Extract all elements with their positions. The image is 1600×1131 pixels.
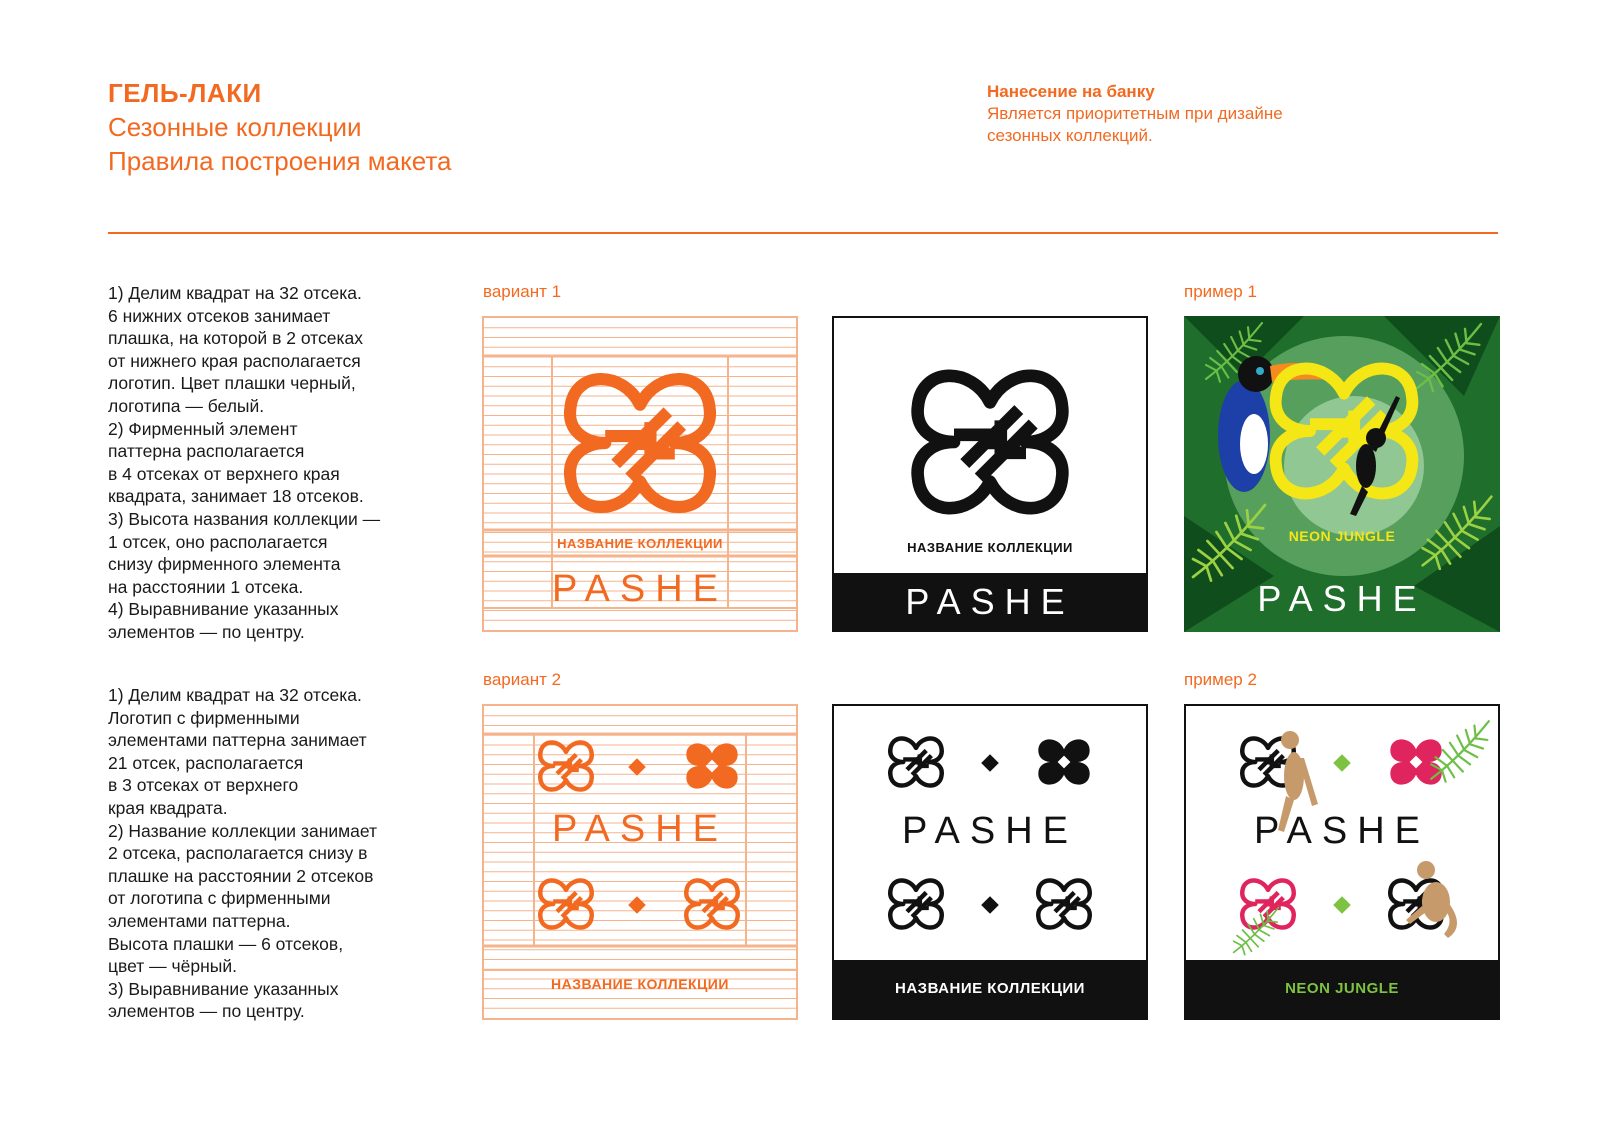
- rule-line: 1) Делим квадрат на 32 отсека.: [108, 685, 362, 705]
- layout-grid: [484, 706, 796, 1018]
- page-subtitle-rules: Правила построения макета: [108, 146, 452, 176]
- pashe-logo: PASHE: [1253, 810, 1430, 852]
- rule-line: элементами паттерна занимает: [108, 730, 367, 751]
- rule-line: в 4 отсеках от верхнего края: [108, 463, 340, 484]
- rule-line: от логотипа с фирменными: [108, 888, 331, 909]
- rule-line: Высота плашки — 6 отсеков,: [108, 933, 344, 954]
- pashe-logo: PASHE: [901, 810, 1078, 852]
- rule-line: паттерна располагается: [108, 441, 305, 462]
- variant-1-final-panel: [832, 316, 1148, 632]
- rule-line: 1 отсек, оно располагается: [108, 531, 328, 552]
- variant-2-final-panel: [832, 704, 1148, 1020]
- pashe-emblem-icon: [540, 742, 591, 789]
- black-plate: [834, 960, 1146, 1018]
- rule-line: 21 отсек, располагается: [108, 752, 304, 773]
- pashe-logo: PASHE: [1257, 578, 1427, 619]
- rule-line: 2) Название коллекции занимает: [108, 820, 378, 841]
- diamond-icon: [1333, 754, 1351, 772]
- rule-line: Логотип с фирменными: [108, 707, 300, 728]
- rule-line: 6 нижних отсеков занимает: [108, 305, 331, 326]
- rule-line: в 3 отсеках от верхнего: [108, 775, 299, 796]
- pashe-emblem-icon: [890, 738, 941, 785]
- rules-text-variant-2: [108, 684, 448, 1023]
- label-variant-2: вариант 2: [483, 670, 562, 689]
- diamond-icon: [628, 758, 646, 776]
- note-body: [987, 103, 1377, 147]
- example-1-jungle-panel: [1184, 316, 1500, 632]
- rule-line: цвет — чёрный.: [108, 956, 237, 977]
- quatrefoil-icon: [686, 743, 737, 788]
- collection-name-example: NEON JUNGLE: [1288, 528, 1396, 544]
- label-variant-1: вариант 1: [483, 282, 562, 301]
- rule-line: 3) Выравнивание указанных: [108, 978, 339, 999]
- note-title: Нанесение на банку: [987, 82, 1155, 101]
- rule-line: логотип. Цвет плашки черный,: [108, 373, 356, 394]
- black-plate: [1186, 960, 1498, 1018]
- label-example-1: пример 1: [1184, 282, 1257, 301]
- rule-line: 4) Выравнивание указанных: [108, 599, 339, 620]
- pashe-emblem-icon: [894, 352, 1086, 532]
- rule-line: края квадрата.: [108, 797, 228, 818]
- rule-line: от нижнего края располагается: [108, 350, 361, 371]
- note-body-line-1: Является приоритетным при дизайне: [987, 104, 1283, 123]
- collection-name-placeholder: НАЗВАНИЕ КОЛЛЕКЦИИ: [551, 976, 729, 992]
- rule-line: 2 отсека, располагается снизу в: [108, 843, 368, 864]
- example-2-panel: [1184, 704, 1500, 1020]
- rule-line: элементов — по центру.: [108, 621, 305, 642]
- pashe-logo: PASHE: [551, 808, 728, 850]
- collection-name-placeholder: НАЗВАНИЕ КОЛЛЕКЦИИ: [907, 540, 1073, 555]
- rule-line: 2) Фирменный элемент: [108, 418, 298, 439]
- diamond-icon: [1333, 896, 1351, 914]
- collection-name-placeholder: НАЗВАНИЕ КОЛЛЕКЦИИ: [895, 980, 1085, 997]
- pashe-emblem-icon: [570, 379, 710, 507]
- note-body-line-2: сезонных коллекций.: [987, 126, 1153, 145]
- pashe-emblem-icon: [1038, 880, 1089, 927]
- pashe-logo: PASHE: [905, 581, 1075, 622]
- black-plate: [834, 573, 1146, 630]
- rule-line: логотипа — белый.: [108, 395, 265, 416]
- variant-1-grid-panel: [482, 316, 798, 632]
- page-title: ГЕЛЬ-ЛАКИ: [108, 78, 262, 108]
- rule-line: плашка, на которой в 2 отсеках: [108, 328, 363, 349]
- label-example-2: пример 2: [1184, 670, 1257, 689]
- rule-line: элементами паттерна.: [108, 910, 291, 931]
- collection-name-example: NEON JUNGLE: [1285, 980, 1399, 997]
- diamond-icon: [981, 754, 999, 772]
- rule-line: снизу фирменного элемента: [108, 554, 341, 575]
- rule-line: 1) Делим квадрат на 32 отсека.: [108, 283, 362, 303]
- pashe-logo: PASHE: [551, 568, 728, 610]
- variant-2-grid-panel: [482, 704, 798, 1020]
- diamond-icon: [981, 896, 999, 914]
- rule-line: элементов — по центру.: [108, 1001, 305, 1022]
- collection-name-placeholder: НАЗВАНИЕ КОЛЛЕКЦИИ: [557, 536, 723, 551]
- rule-line: на расстоянии 1 отсека.: [108, 576, 304, 597]
- rule-line: плашке на расстоянии 2 отсеков: [108, 865, 374, 886]
- rules-text-variant-1: [108, 282, 448, 644]
- header-divider: [108, 232, 1498, 234]
- rule-line: 3) Высота названия коллекции —: [108, 508, 381, 529]
- pashe-emblem-icon: [890, 880, 941, 927]
- rule-line: квадрата, занимает 18 отсеков.: [108, 486, 364, 507]
- page-subtitle-collections: Сезонные коллекции: [108, 112, 362, 142]
- quatrefoil-icon: [1038, 739, 1089, 784]
